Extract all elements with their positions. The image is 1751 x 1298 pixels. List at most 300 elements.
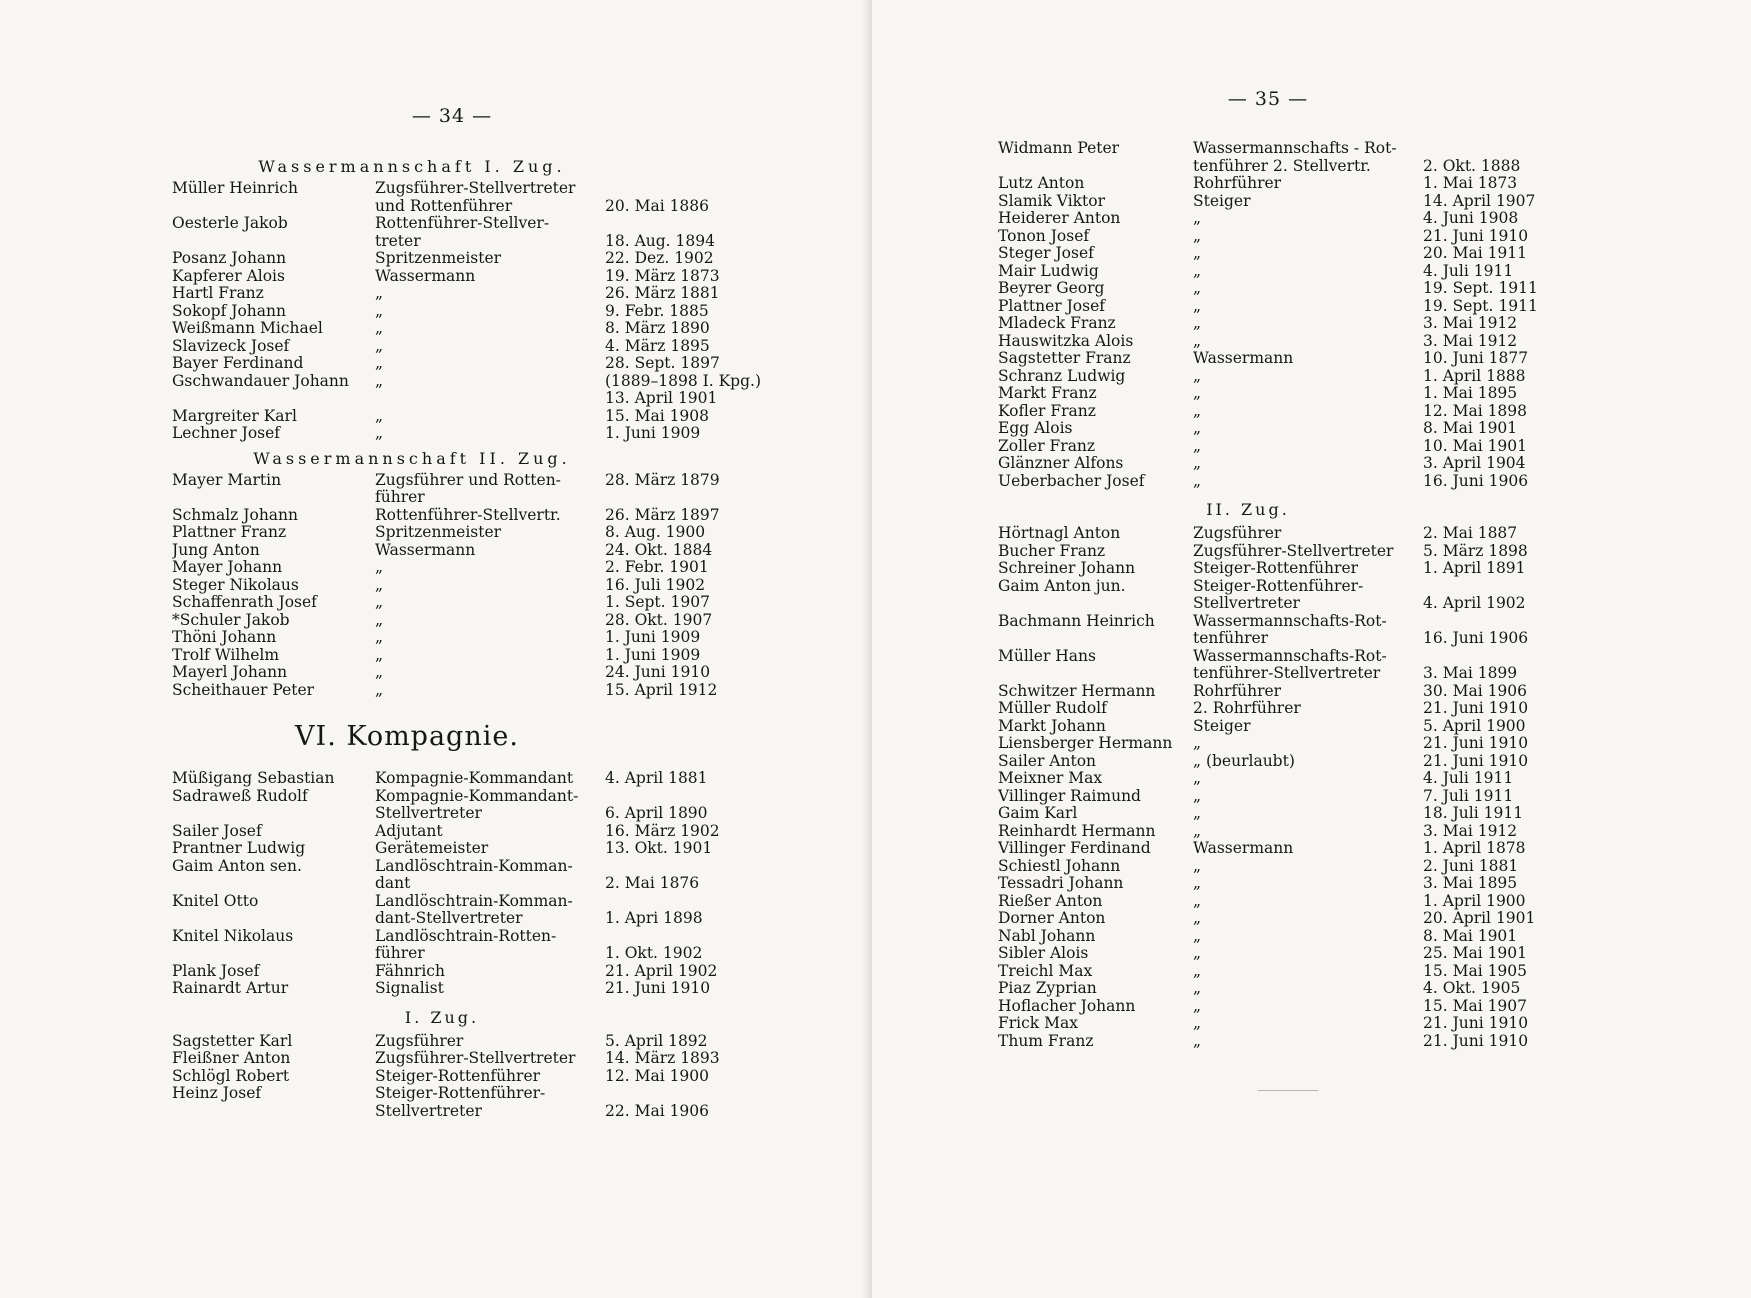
date-line: 2. Mai 1887 — [1423, 524, 1518, 542]
person-name: Schranz Ludwig — [998, 367, 1126, 385]
person-name: Sadraweß Rudolf — [172, 787, 308, 805]
person-role — [1193, 858, 1423, 876]
list-item — [172, 559, 871, 577]
date-line: 18. Aug. 1894 — [605, 231, 715, 250]
person-name: Schwitzer Hermann — [998, 682, 1156, 700]
page-left — [0, 0, 872, 1298]
role-line: führer — [375, 488, 425, 506]
person-name: Meixner Max — [998, 770, 1103, 787]
person-role — [375, 320, 605, 338]
person-name: Rainardt Artur — [172, 980, 289, 997]
page-number: — 35 — — [1227, 88, 1309, 110]
person-role — [1193, 210, 1423, 228]
person-name: Nabl Johann — [998, 927, 1096, 945]
person-role — [375, 893, 605, 928]
person-name: Gschwandauer Johann — [172, 372, 349, 390]
role-line: Adjutant — [375, 821, 443, 840]
list-item — [998, 385, 1751, 403]
entry-date — [605, 612, 745, 630]
person-role — [375, 373, 605, 408]
person-name: Müßigang Sebastian — [172, 770, 335, 787]
entry-date — [605, 425, 745, 443]
person-name: Fleißner Anton — [172, 1050, 291, 1067]
date-line: 30. Mai 1906 — [1423, 681, 1528, 700]
list-item — [172, 788, 871, 823]
date-line: 20. Mai 1886 — [605, 196, 710, 215]
person-role — [1193, 403, 1423, 421]
date-line: 3. April 1904 — [1423, 454, 1526, 472]
date-line: 5. April 1900 — [1423, 716, 1526, 735]
entry-date — [605, 542, 745, 560]
role-line: Wassermann — [375, 540, 476, 559]
person-role — [1193, 263, 1423, 281]
date-line: 8. Mai 1901 — [1423, 419, 1518, 437]
list-item — [998, 893, 1751, 911]
person-role — [375, 664, 605, 682]
entry-date — [1423, 385, 1563, 403]
person-role — [1193, 193, 1423, 211]
list-item — [172, 250, 871, 268]
entry-date — [1423, 770, 1563, 788]
role-line: „ — [1193, 874, 1202, 892]
role-line: dant-Stellvertreter — [375, 909, 523, 927]
person-role — [375, 1085, 605, 1120]
person-role — [1193, 333, 1423, 351]
zug2-title: II. Zug. — [1206, 500, 1290, 519]
list-item — [172, 664, 871, 682]
date-line: 28. Okt. 1907 — [605, 610, 713, 629]
date-line: 4. Juli 1911 — [1423, 261, 1514, 280]
role-line: Stellvertreter — [375, 804, 482, 822]
role-line: Spritzenmeister — [375, 249, 502, 267]
date-line: 1. Mai 1895 — [1423, 384, 1518, 402]
person-name: Schiestl Johann — [998, 857, 1121, 875]
date-line: 12. Mai 1898 — [1423, 401, 1528, 420]
entry-date — [1423, 315, 1563, 333]
list-item — [998, 718, 1751, 736]
entry-date — [1423, 455, 1563, 473]
date-line: 12. Mai 1900 — [605, 1066, 710, 1085]
entry-date — [605, 371, 761, 408]
entry-date — [1423, 175, 1563, 193]
person-role — [1193, 910, 1423, 928]
entry-date — [605, 180, 745, 215]
role-line: „ — [1193, 436, 1202, 455]
date-line: 19. Sept. 1911 — [1423, 296, 1538, 315]
person-role — [1193, 578, 1423, 613]
date-line — [1423, 648, 1563, 666]
list-item — [172, 823, 871, 841]
date-line: 19. Sept. 1911 — [1423, 279, 1538, 297]
date-line: 16. Juni 1906 — [1423, 629, 1529, 647]
person-name: Prantner Ludwig — [172, 840, 306, 857]
date-line: 4. Okt. 1905 — [1423, 979, 1521, 997]
section-list — [172, 180, 871, 443]
role-line: Steiger — [1193, 191, 1251, 210]
role-line: „ — [1193, 734, 1202, 752]
date-line: 1. April 1888 — [1423, 366, 1526, 385]
date-line: 2. Mai 1876 — [605, 874, 700, 892]
list-item — [172, 770, 871, 788]
person-name: Sailer Anton — [998, 752, 1097, 770]
date-line: 16. März 1902 — [605, 821, 720, 840]
role-line: „ (beurlaubt) — [1193, 751, 1295, 770]
page-number: — 34 — — [411, 105, 493, 127]
list-item — [172, 928, 871, 963]
entry-date — [605, 250, 745, 268]
role-line: Wassermann — [1193, 349, 1294, 367]
date-line: 16. Juni 1906 — [1423, 471, 1529, 490]
person-name: Sagstetter Franz — [998, 350, 1131, 367]
person-role — [375, 963, 605, 981]
person-name: Hoflacher Johann — [998, 997, 1136, 1015]
list-item — [172, 472, 871, 507]
person-role — [375, 215, 605, 250]
role-line: Landlöschtrain-Komman- — [375, 856, 573, 875]
person-name: Trolf Wilhelm — [172, 646, 280, 664]
list-item — [998, 700, 1751, 718]
date-line: 3. Mai 1912 — [1423, 314, 1518, 332]
list-item — [998, 193, 1751, 211]
date-line: 4. Juni 1908 — [1423, 209, 1519, 227]
date-line: 16. Juli 1902 — [605, 575, 706, 594]
role-line: „ — [1193, 926, 1202, 945]
date-line: (1889–1898 I. Kpg.) — [605, 371, 761, 390]
entry-date — [605, 524, 745, 542]
list-item — [998, 578, 1751, 613]
entry-date — [605, 559, 745, 577]
list-item — [172, 980, 871, 998]
person-name: Egg Alois — [998, 420, 1073, 437]
entry-date — [605, 1050, 745, 1068]
entry-date — [1423, 910, 1563, 928]
person-name: Mayer Martin — [172, 471, 282, 489]
entry-date — [1423, 140, 1563, 175]
entry-date — [605, 594, 745, 612]
zug1-list — [172, 1033, 871, 1121]
date-line: 1. Juni 1909 — [605, 628, 701, 646]
entry-date — [605, 303, 745, 321]
list-item — [172, 303, 871, 321]
entry-date — [605, 647, 745, 665]
person-name: Hartl Franz — [172, 285, 264, 302]
entry-date — [605, 215, 745, 250]
list-item — [998, 648, 1751, 683]
role-line: Rottenführer-Stellvertr. — [375, 505, 561, 524]
entry-date — [605, 285, 745, 303]
date-line: 1. Mai 1873 — [1423, 174, 1518, 192]
entry-date — [605, 1033, 745, 1051]
entry-date — [605, 928, 745, 963]
person-name: Plattner Franz — [172, 524, 287, 541]
person-name: Mair Ludwig — [998, 262, 1099, 280]
person-role — [1193, 788, 1423, 806]
person-name: Schlögl Robert — [172, 1067, 290, 1085]
list-item — [172, 285, 871, 303]
entry-date — [1423, 683, 1563, 701]
entry-date — [1423, 420, 1563, 438]
list-item — [172, 858, 871, 893]
list-item — [172, 612, 871, 630]
person-role — [375, 355, 605, 373]
list-item — [172, 215, 871, 250]
list-item — [172, 893, 871, 928]
entry-date — [1423, 298, 1563, 316]
entry-date — [605, 1085, 745, 1120]
person-role — [1193, 700, 1423, 718]
date-line: 1. Juni 1909 — [605, 424, 701, 442]
role-line: Rohrführer — [1193, 681, 1282, 700]
person-name: Bachmann Heinrich — [998, 612, 1155, 630]
date-line: 3. Mai 1895 — [1423, 874, 1518, 892]
person-role — [375, 770, 605, 788]
company-title: VI. Kompagnie. — [295, 721, 519, 752]
role-line: „ — [1193, 209, 1202, 227]
person-name: Sailer Josef — [172, 822, 262, 840]
person-role — [1193, 963, 1423, 981]
role-line: Spritzenmeister — [375, 523, 502, 541]
entry-date — [1423, 368, 1563, 386]
role-line: Steiger — [1193, 716, 1251, 735]
entry-date — [605, 858, 745, 893]
list-item — [172, 507, 871, 525]
person-name: Sokopf Johann — [172, 302, 286, 320]
entry-date — [605, 408, 745, 426]
list-item — [998, 770, 1751, 788]
list-item — [172, 425, 871, 443]
role-line: „ — [1193, 769, 1202, 787]
list-item — [998, 858, 1751, 876]
person-name: Widmann Peter — [998, 140, 1120, 157]
person-role — [1193, 718, 1423, 736]
role-line: „ — [375, 424, 384, 442]
person-role — [375, 268, 605, 286]
person-role — [1193, 945, 1423, 963]
person-role — [1193, 140, 1423, 175]
person-role — [1193, 525, 1423, 543]
list-item — [998, 1033, 1751, 1051]
person-role — [375, 285, 605, 303]
person-role — [1193, 998, 1423, 1016]
entry-date — [1423, 963, 1563, 981]
date-line: 20. April 1901 — [1423, 909, 1536, 927]
list-item — [998, 350, 1751, 368]
role-line: tenführer — [1193, 629, 1269, 647]
role-line: „ — [1193, 909, 1202, 927]
person-role — [1193, 455, 1423, 473]
person-name: Tonon Josef — [998, 227, 1090, 245]
list-item — [998, 875, 1751, 893]
person-role — [375, 594, 605, 612]
date-line: 24. Juni 1910 — [605, 663, 711, 681]
list-item — [998, 175, 1751, 193]
role-line: Kompagnie-Kommandant — [375, 769, 574, 787]
role-line: Zugsführer-Stellvertreter — [375, 1049, 576, 1067]
list-item — [172, 629, 871, 647]
date-line: 1. Okt. 1902 — [605, 944, 703, 962]
person-role — [1193, 980, 1423, 998]
list-item — [172, 542, 871, 560]
person-role — [1193, 228, 1423, 246]
list-item — [172, 373, 871, 408]
person-role — [1193, 438, 1423, 456]
list-item — [172, 355, 871, 373]
list-item — [998, 840, 1751, 858]
person-role — [1193, 298, 1423, 316]
list-item — [172, 594, 871, 612]
role-line: 2. Rohrführer — [1193, 699, 1301, 717]
person-role — [375, 980, 605, 998]
list-item — [998, 1015, 1751, 1033]
company-list — [172, 770, 871, 998]
entry-date — [1423, 735, 1563, 753]
date-line: 21. Juni 1910 — [605, 979, 711, 997]
person-role — [1193, 735, 1423, 753]
person-name: Gaim Karl — [998, 805, 1078, 822]
entry-date — [1423, 980, 1563, 998]
person-name: Müller Rudolf — [998, 700, 1107, 717]
person-role — [375, 524, 605, 542]
person-role — [375, 180, 605, 215]
list-item — [998, 368, 1751, 386]
role-line: Stellvertreter — [375, 1101, 482, 1120]
entry-date — [605, 770, 745, 788]
person-role — [1193, 245, 1423, 263]
role-line: „ — [1193, 454, 1202, 472]
date-line: 8. Mai 1901 — [1423, 926, 1518, 945]
entry-date — [1423, 893, 1563, 911]
list-item — [998, 735, 1751, 753]
date-line: 14. April 1907 — [1423, 191, 1536, 210]
person-name: Liensberger Hermann — [998, 735, 1173, 752]
date-line — [605, 928, 745, 946]
date-line: 1. Juni 1909 — [605, 645, 701, 664]
date-line: 10. Juni 1877 — [1423, 349, 1529, 367]
person-role — [375, 1068, 605, 1086]
list-item — [998, 928, 1751, 946]
role-line: „ — [375, 610, 384, 629]
person-name: Steger Josef — [998, 245, 1094, 262]
list-item — [998, 945, 1751, 963]
date-line: 7. Juli 1911 — [1423, 786, 1514, 805]
entry-date — [1423, 945, 1563, 963]
entry-date — [1423, 998, 1563, 1016]
list-item — [172, 268, 871, 286]
person-role — [1193, 770, 1423, 788]
person-name: Kofler Franz — [998, 402, 1096, 420]
entry-date — [1423, 525, 1563, 543]
person-name: Mayerl Johann — [172, 664, 288, 681]
date-line: 26. März 1897 — [605, 505, 720, 524]
role-line: Zugsführer — [375, 1031, 464, 1050]
list-item — [998, 298, 1751, 316]
person-role — [1193, 420, 1423, 438]
section-title: Wassermannschaft II. Zug. — [253, 448, 571, 468]
person-role — [1193, 1033, 1423, 1051]
role-line: „ — [375, 645, 384, 664]
person-name: *Schuler Jakob — [172, 611, 290, 629]
date-line — [605, 1085, 745, 1103]
page-right — [872, 0, 1751, 1298]
list-item — [172, 1085, 871, 1120]
person-role — [375, 629, 605, 647]
date-line — [605, 858, 745, 876]
person-role — [375, 1050, 605, 1068]
date-line: 20. Mai 1911 — [1423, 244, 1528, 262]
person-role — [1193, 350, 1423, 368]
entry-date — [1423, 560, 1563, 578]
list-item — [172, 963, 871, 981]
list-item — [998, 683, 1751, 701]
entry-date — [1423, 543, 1563, 561]
entry-date — [1423, 403, 1563, 421]
date-line — [605, 893, 745, 911]
entry-date — [605, 682, 745, 700]
date-line: 19. März 1873 — [605, 266, 720, 285]
person-name: Weißmann Michael — [172, 320, 323, 337]
date-line: 15. Mai 1905 — [1423, 961, 1528, 980]
person-role — [1193, 368, 1423, 386]
role-line: „ — [1193, 331, 1202, 350]
role-line: Landlöschtrain-Rotten- — [375, 926, 557, 945]
entry-date — [1423, 210, 1563, 228]
date-line: 1. Sept. 1907 — [605, 593, 710, 611]
person-name: Plattner Josef — [998, 297, 1105, 315]
role-line: Wassermann — [375, 266, 476, 285]
person-name: Lechner Josef — [172, 425, 281, 442]
date-line: 4. April 1881 — [605, 769, 708, 787]
entry-date — [1423, 333, 1563, 351]
role-line: „ — [375, 593, 384, 611]
person-name: Steger Nikolaus — [172, 576, 299, 594]
person-name: Beyrer Georg — [998, 280, 1105, 297]
person-name: Schaffenrath Josef — [172, 594, 317, 611]
entry-date — [605, 629, 745, 647]
list-item — [998, 210, 1751, 228]
person-role — [375, 542, 605, 560]
entry-date — [1423, 1033, 1563, 1051]
date-line: 3. Mai 1912 — [1423, 821, 1518, 840]
list-item — [172, 1068, 871, 1086]
entry-date — [1423, 438, 1563, 456]
person-name: Zoller Franz — [998, 437, 1096, 455]
person-role — [375, 1033, 605, 1051]
role-line: Wassermannschafts - Rot- — [1193, 139, 1397, 157]
role-line: Fähnrich — [375, 961, 445, 980]
date-line — [605, 788, 745, 806]
person-name: Müller Heinrich — [172, 180, 298, 197]
person-name: Ueberbacher Josef — [998, 472, 1145, 490]
date-line — [1423, 613, 1563, 631]
date-line: 3. Mai 1912 — [1423, 331, 1518, 350]
role-line: „ — [375, 628, 384, 646]
role-line: „ — [1193, 804, 1202, 822]
entry-date — [1423, 805, 1563, 823]
role-line: tenführer-Stellvertreter — [1193, 664, 1381, 682]
role-line: „ — [1193, 1031, 1202, 1050]
person-role — [1193, 473, 1423, 491]
entry-date — [1423, 823, 1563, 841]
list-item — [998, 753, 1751, 771]
person-role — [1193, 175, 1423, 193]
role-line: „ — [1193, 961, 1202, 980]
date-line: 21. Juni 1910 — [1423, 226, 1529, 245]
list-item — [998, 560, 1751, 578]
person-name: Glänzner Alfons — [998, 455, 1124, 472]
person-name: Piaz Zyprian — [998, 980, 1097, 997]
list-item — [172, 1033, 871, 1051]
role-line: „ — [1193, 419, 1202, 437]
